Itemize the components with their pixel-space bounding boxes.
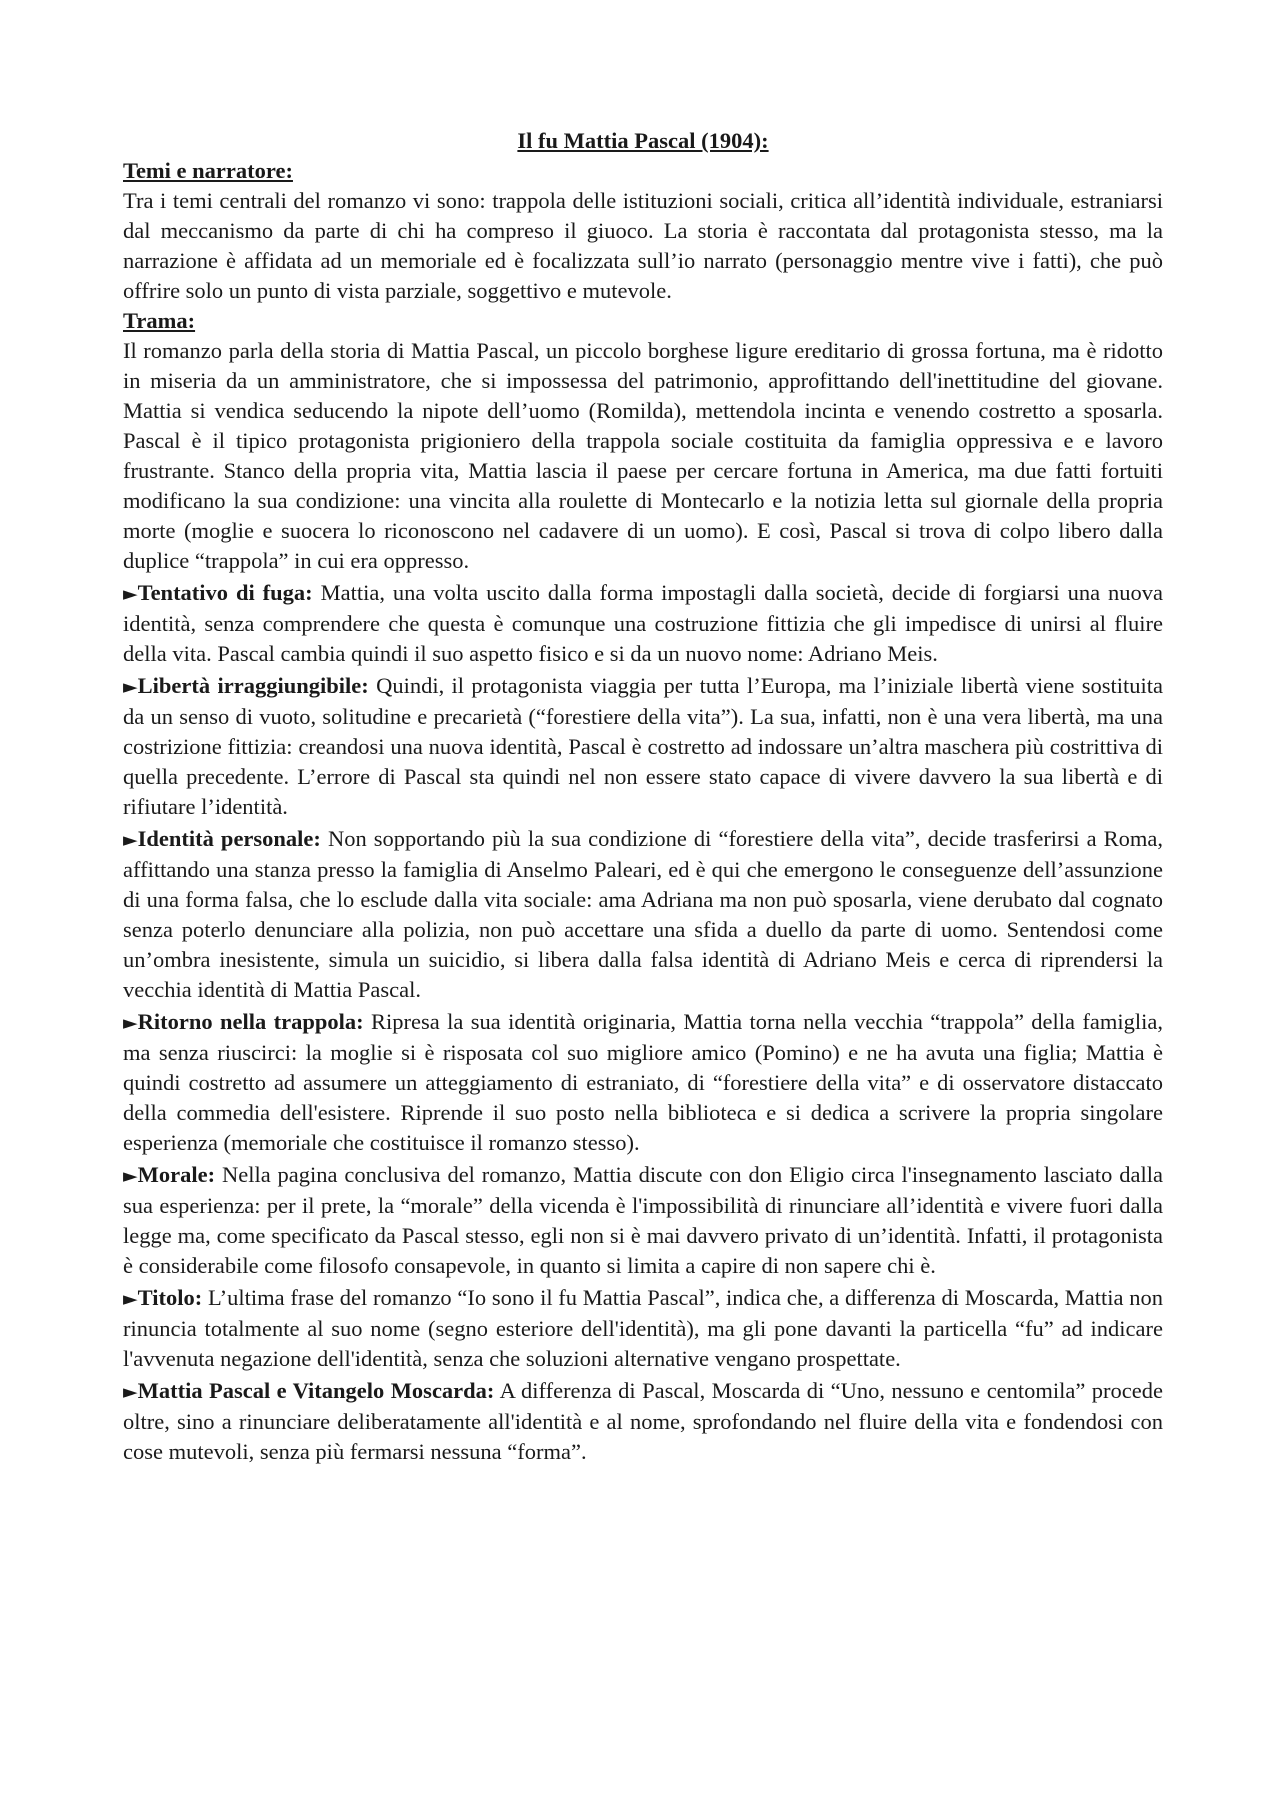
- point-titolo: [123, 1283, 1163, 1374]
- point-ritorno-nella-trappola: [123, 1007, 1163, 1158]
- point-tentativo-di-fuga: [123, 578, 1163, 669]
- heading-trama: Trama:: [123, 308, 196, 333]
- point-pascal-e-moscarda: [123, 1376, 1163, 1467]
- point-label: Mattia Pascal e Vitangelo Moscarda:: [137, 1378, 495, 1403]
- triangle-bullet-icon: ►: [123, 676, 138, 698]
- triangle-bullet-icon: ►: [123, 1165, 138, 1187]
- triangle-bullet-icon: ►: [123, 829, 138, 851]
- point-label: Ritorno nella trappola:: [137, 1009, 364, 1034]
- paragraph-trama: Il romanzo parla della storia di Mattia Pascal, un piccolo borghese ligure ereditario di grossa fortuna, ma è ridotto in miseria da un amministratore, che si impossessa del patrimonio, approfittando dell'inettitudine del giovane. Mattia si vendica seducendo la nipote dell’uomo (Romilda), mettendola incinta e venendo costretto a sposarla. Pascal è il tipico protagonista prigioniero della trappola sociale costituita da famiglia oppressiva e e lavoro frustrante. Stanco della propria vita, Mattia lascia il paese per cercare fortuna in America, ma due fatti fortuiti modificano la sua condizione: una vincita alla roulette di Montecarlo e la notizia letta sul giornale della propria morte (moglie e suocera lo riconoscono nel cadavere di un uomo). E così, Pascal si trova di colpo libero dalla duplice “trappola” in cui era oppresso.: [123, 338, 1163, 573]
- point-label: Titolo:: [137, 1285, 203, 1310]
- point-identita-personale: [123, 824, 1163, 1005]
- triangle-bullet-icon: ►: [123, 1012, 138, 1034]
- point-text: L’ultima frase del romanzo “Io sono il fu Mattia Pascal”, indica che, a differenza di Moscarda, Mattia non rinuncia totalmente al suo nome (segno esteriore dell'identità), ma gli pone davanti la particella “fu” ad indicare l'avvenuta negazione dell'identità, senza che soluzioni alternative vengano prospettate.: [123, 1285, 1163, 1371]
- point-liberta-irraggiungibile: [123, 671, 1163, 822]
- point-text: A differenza di Pascal, Moscarda di “Uno, nessuno e centomila” procede oltre, sino a rinunciare deliberatamente all'identità e al nome, sprofondando nel fluire della vita e fondendosi con cose mutevoli, senza più fermarsi nessuna “forma”.: [123, 1378, 1163, 1464]
- point-text: Ripresa la sua identità originaria, Mattia torna nella vecchia “trappola” della famiglia, ma senza riuscirci: la moglie si è risposata col suo migliore amico (Pomino) e ne ha avuta una figlia; Mattia è quindi costretto ad assumere un atteggiamento di estraniato, di “forestiere della vita” e di osservatore distaccato della commedia dell'esistere. Riprende il suo posto nella biblioteca e si dedica a scrivere la propria singolare esperienza (memoriale che costituisce il romanzo stesso).: [123, 1009, 1163, 1155]
- document-page: [123, 126, 1163, 1467]
- triangle-bullet-icon: ►: [123, 1288, 138, 1310]
- point-label: Tentativo di fuga:: [137, 580, 313, 605]
- point-text: Non sopportando più la sua condizione di “forestiere della vita”, decide trasferirsi a Roma, affittando una stanza presso la famiglia di Anselmo Paleari, ed è qui che emergono le conseguenze dell’assunzione di una forma falsa, che lo esclude dalla vita sociale: ama Adriana ma non può sposarla, viene derubato dal cognato senza poterlo denunciare alla polizia, non può accettare una sfida a duello da parte di uomo. Sentendosi come un’ombra inesistente, simula un suicidio, si libera dalla falsa identità di Adriano Meis e cerca di riprendersi la vecchia identità di Mattia Pascal.: [123, 826, 1164, 1002]
- point-text: Mattia, una volta uscito dalla forma impostagli dalla società, decide di forgiarsi una nuova identità, senza comprendere che questa è comunque una costruzione fittizia che gli impedisce di unirsi al fluire della vita. Pascal cambia quindi il suo aspetto fisico e si da un nuovo nome: Adriano Meis.: [123, 580, 1163, 666]
- point-text: Quindi, il protagonista viaggia per tutta l’Europa, ma l’iniziale libertà viene sostituita da un senso di vuoto, solitudine e precarietà (“forestiere della vita”). La sua, infatti, non è una vera libertà, ma una costrizione fittizia: creandosi una nuova identità, Pascal è costretto ad indossare un’altra maschera più costrittiva di quella precedente. L’errore di Pascal sta quindi nel non essere stato capace di vivere davvero la sua libertà e di rifiutare l’identità.: [123, 673, 1163, 819]
- heading-temi-narratore: Temi e narratore:: [123, 158, 293, 183]
- triangle-bullet-icon: ►: [123, 1381, 138, 1403]
- point-label: Morale:: [137, 1162, 216, 1187]
- paragraph-temi-narratore: Tra i temi centrali del romanzo vi sono: trappola delle istituzioni sociali, critica all’identità individuale, estraniarsi dal meccanismo da parte di chi ha compreso il giuoco. La storia è raccontata dal protagonista stesso, ma la narrazione è affidata ad un memoriale ed è focalizzata sull’io narrato (personaggio mentre vive i fatti), che può offrire solo un punto di vista parziale, soggettivo e mutevole.: [123, 188, 1163, 303]
- point-text: Nella pagina conclusiva del romanzo, Mattia discute con don Eligio circa l'insegnamento lasciato dalla sua esperienza: per il prete, la “morale” della vicenda è l'impossibilità di rinunciare all’identità e vivere fuori dalla legge ma, come specificato da Pascal stesso, egli non si è mai davvero privato di un’identità. Infatti, il protagonista è considerabile come filosofo consapevole, in quanto si limita a capire di non sapere chi è.: [123, 1162, 1163, 1278]
- document-title: Il fu Mattia Pascal (1904):: [517, 128, 769, 153]
- point-label: Identità personale:: [137, 826, 321, 851]
- point-label: Libertà irraggiungibile:: [137, 673, 369, 698]
- triangle-bullet-icon: ►: [123, 583, 138, 605]
- point-morale: [123, 1160, 1163, 1281]
